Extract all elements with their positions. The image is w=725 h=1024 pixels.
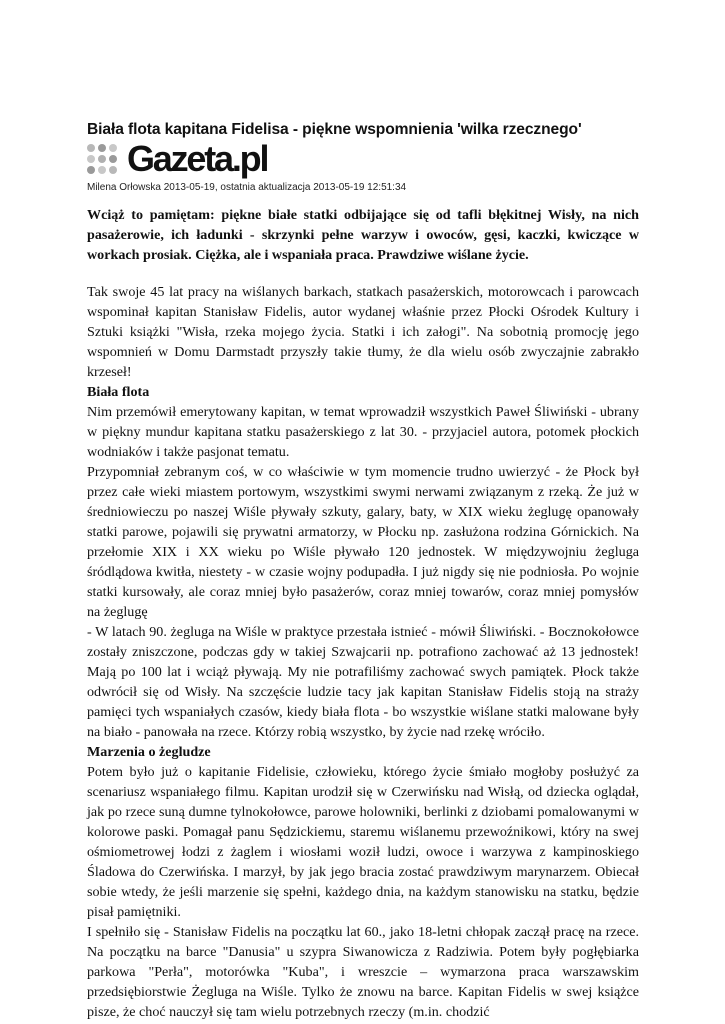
article-intro: Tak swoje 45 lat pracy na wiślanych barkach, statkach pasażerskich, motorowcach i parowcach wspominał kapitan Stanisław Fidelis, autor wydanej właśnie przez Płocki Ośrodek Kultury i Sztuki książki "Wisła, rzeka mojego życia. Statki i ich załogi". Na sobotnią promocję jego wspomnień w Domu Darmstadt przyszły takie tłumy, że dla wielu osób zwyczajnie zabrakło krzeseł! — [87, 284, 639, 380]
article-meta: Milena Orłowska 2013-05-19, ostatnia aktualizacja 2013-05-19 12:51:34 — [87, 182, 407, 193]
paragraph: Przypomniał zebranym coś, w co właściwie w tym momencie trudno uwierzyć - że Płock był przez całe wieki miastem portowym, wszystkimi swymi nerwami związanym z rzeką. Że już w średniowieczu po naszej Wiśle pływały szkuty, galary, baty, w XIX wieku żeglugę opanowały statki parowe, pojawili się prywatni armatorzy, w Płocku np. zasłużona rodzina Górnickich. Na przełomie XIX i XX wieku po Wiśle pływało 120 jednostek. W międzywojniu żegluga śródlądowa kwitła, niestety - w czasie wojny podupadła. I już nigdy się nie podniosła. Po wojnie statki kursowały, ale coraz mniej było pasażerów, coraz mniej towarów, coraz mniej pomysłów na żeglugę — [87, 464, 639, 620]
article-title: Biała flota kapitana Fidelisa - piękne wspomnienia 'wilka rzecznego' — [87, 121, 582, 138]
article — [87, 120, 639, 1022]
paragraph: Potem było już o kapitanie Fidelisie, człowieku, którego życie śmiało mogłoby posłużyć za scenariusz wspaniałego filmu. Kapitan urodził się w Czerwińsku nad Wisłą, od dziecka oglądał, jak po rzece suną dumne tylnokołowce, parowe holowniki, berlinki z dziobami pomalowanymi w kolorowe paski. Pomagał panu Sędzickiemu, staremu wiślanemu przewoźnikowi, który na swej ośmiometrowej łodzi z żaglem i wiosłami woził ludzi, owoce i warzywa z kampinoskiego Śladowa do Czerwińska. I marzył, by jak jego bracia zostać prawdziwym marynarzem. Obiecał sobie wtedy, że jeśli marzenie się spełni, każdego dnia, na każdym stanowisku na statku, będzie pisał pamiętniki. — [87, 764, 639, 920]
paragraph: Nim przemówił emerytowany kapitan, w temat wprowadził wszystkich Paweł Śliwiński - ubrany w piękny mundur kapitana statku pasażerskiego z lat 30. - przyjaciel autora, potomek płockich wodniaków i także pasjonat tematu. — [87, 404, 639, 460]
section-heading: Marzenia o żegludze — [87, 744, 211, 760]
paragraph: I spełniło się - Stanisław Fidelis na początku lat 60., jako 18-letni chłopak zaczął pracę na rzece. Na początku na barce "Danusia" u szypra Siwanowicza z Radziwia. Potem były pogłębiarka parkowa "Perła", motorówka "Kuba", i wreszcie – wymarzona praca warszawskim przedsiębiorstwie Żegluga na Wiśle. Tylko że znowu na barce. Kapitan Fidelis w swej książce pisze, że choć nauczył się tam wielu potrzebnych rzeczy (m.in. chodzić — [87, 924, 639, 1020]
logo-wordmark: Gazeta.pl — [127, 138, 268, 179]
gazeta-logo — [87, 138, 639, 182]
article-lead: Wciąż to pamiętam: piękne białe statki odbijające się od tafli błękitnej Wisły, na nich pasażerowie, ich ładunki - skrzynki pełne warzyw i owoców, gęsi, kaczki, kwiczące w workach prosiak. Ciężka, ale i wspaniała praca. Prawdziwe wiślane życie. — [87, 207, 639, 263]
paragraph: - W latach 90. żegluga na Wiśle w praktyce przestała istnieć - mówił Śliwiński. - Bocznokołowce zostały zniszczone, podczas gdy w takiej Szwajcarii np. potrafiono zachować aż 13 jednostek! Mają po 100 lat i wciąż pływają. My nie potrafiliśmy zachować swych pamiątek. Płock także odwrócił się od Wisły. Na szczęście ludzie tacy jak kapitan Stanisław Fidelis stoją na straży pamięci tych wspaniałych czasów, kiedy biała flota - bo wszystkie wiślane statki malowane były na biało - panowała na rzece. Którzy robią wszystko, by życie nad rzekę wróciło. — [87, 624, 639, 740]
logo-dots-icon — [87, 144, 127, 178]
section-heading: Biała flota — [87, 384, 150, 400]
